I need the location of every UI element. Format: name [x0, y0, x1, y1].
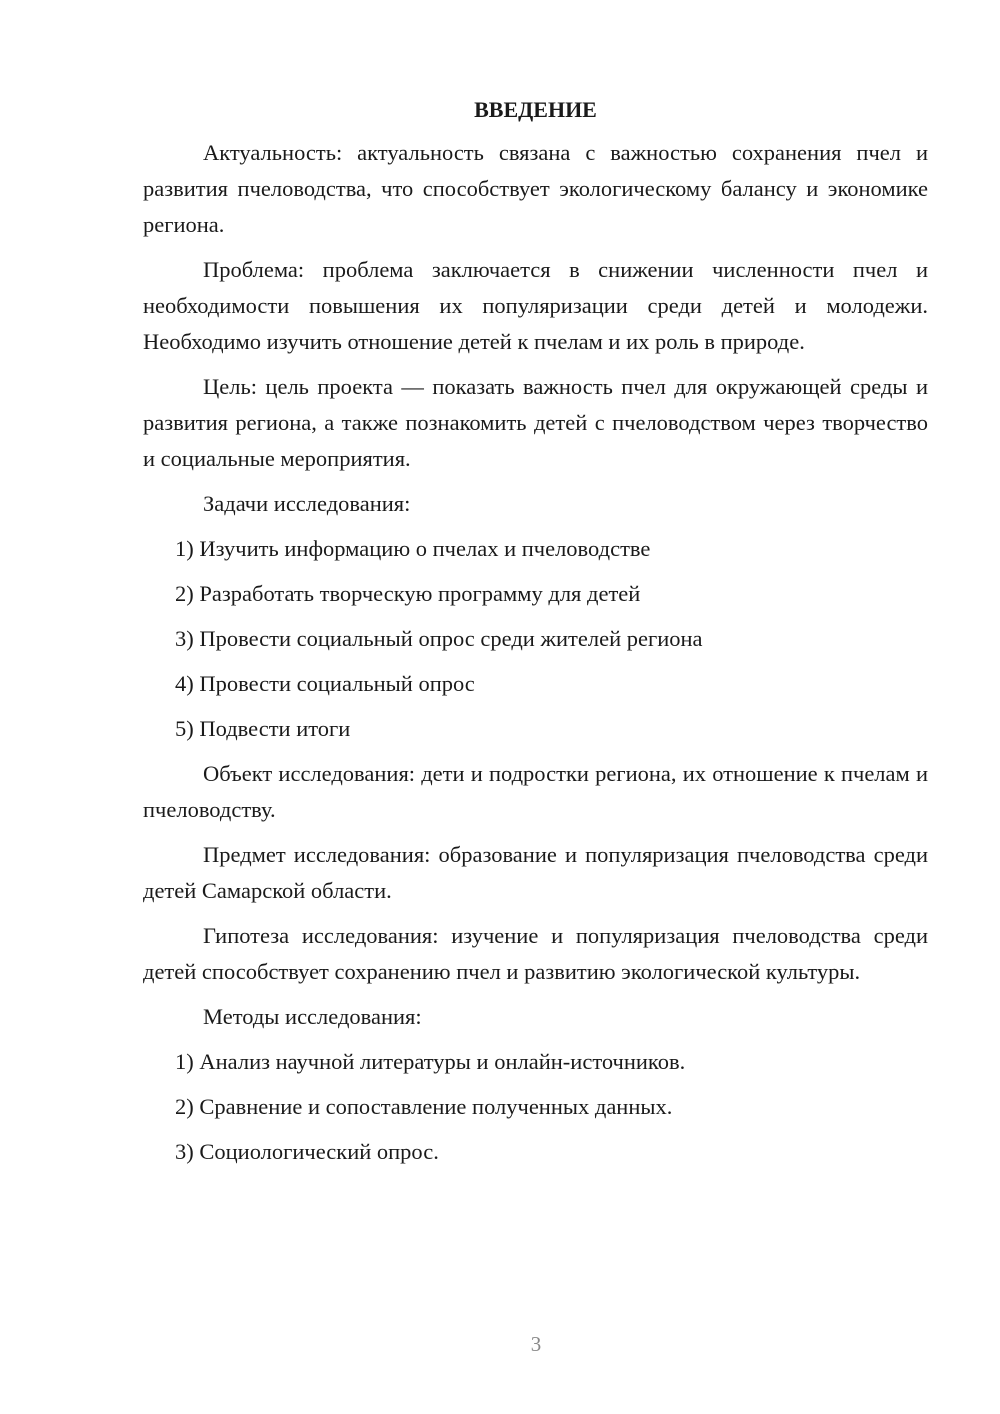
- hypothesis-paragraph: Гипотеза исследования: изучение и популяризация пчеловодства среди детей способствует сохранению пчел и развитию экологической культуры.: [143, 923, 928, 984]
- method-item: 1) Анализ научной литературы и онлайн-источников.: [175, 1049, 686, 1074]
- relevance-paragraph: Актуальность: актуальность связана с важностью сохранения пчел и развития пчеловодства, что способствует экологическому балансу и экономике региона.: [143, 140, 928, 237]
- task-item: 2) Разработать творческую программу для детей: [175, 581, 641, 606]
- tasks-label: Задачи исследования:: [203, 491, 411, 516]
- task-item: 4) Провести социальный опрос: [175, 671, 475, 696]
- methods-label: Методы исследования:: [203, 1004, 422, 1029]
- goal-paragraph: Цель: цель проекта — показать важность пчел для окружающей среды и развития региона, а также познакомить детей с пчеловодством через творчество и социальные мероприятия.: [143, 374, 928, 471]
- method-item: 3) Социологический опрос.: [175, 1139, 439, 1164]
- task-item: 5) Подвести итоги: [175, 716, 351, 741]
- section-title: ВВЕДЕНИЕ: [474, 97, 597, 122]
- page-content: [143, 92, 928, 1170]
- object-paragraph: Объект исследования: дети и подростки региона, их отношение к пчелам и пчеловодству.: [143, 761, 928, 822]
- problem-paragraph: Проблема: проблема заключается в снижении численности пчел и необходимости повышения их популяризации среди детей и молодежи. Необходимо изучить отношение детей к пчелам и их роль в природе.: [143, 257, 928, 354]
- subject-paragraph: Предмет исследования: образование и популяризация пчеловодства среди детей Самарской области.: [143, 842, 928, 903]
- method-item: 2) Сравнение и сопоставление полученных данных.: [175, 1094, 673, 1119]
- page-number: 3: [530, 1332, 542, 1356]
- task-item: 1) Изучить информацию о пчелах и пчеловодстве: [175, 536, 651, 561]
- task-item: 3) Провести социальный опрос среди жителей региона: [175, 626, 703, 651]
